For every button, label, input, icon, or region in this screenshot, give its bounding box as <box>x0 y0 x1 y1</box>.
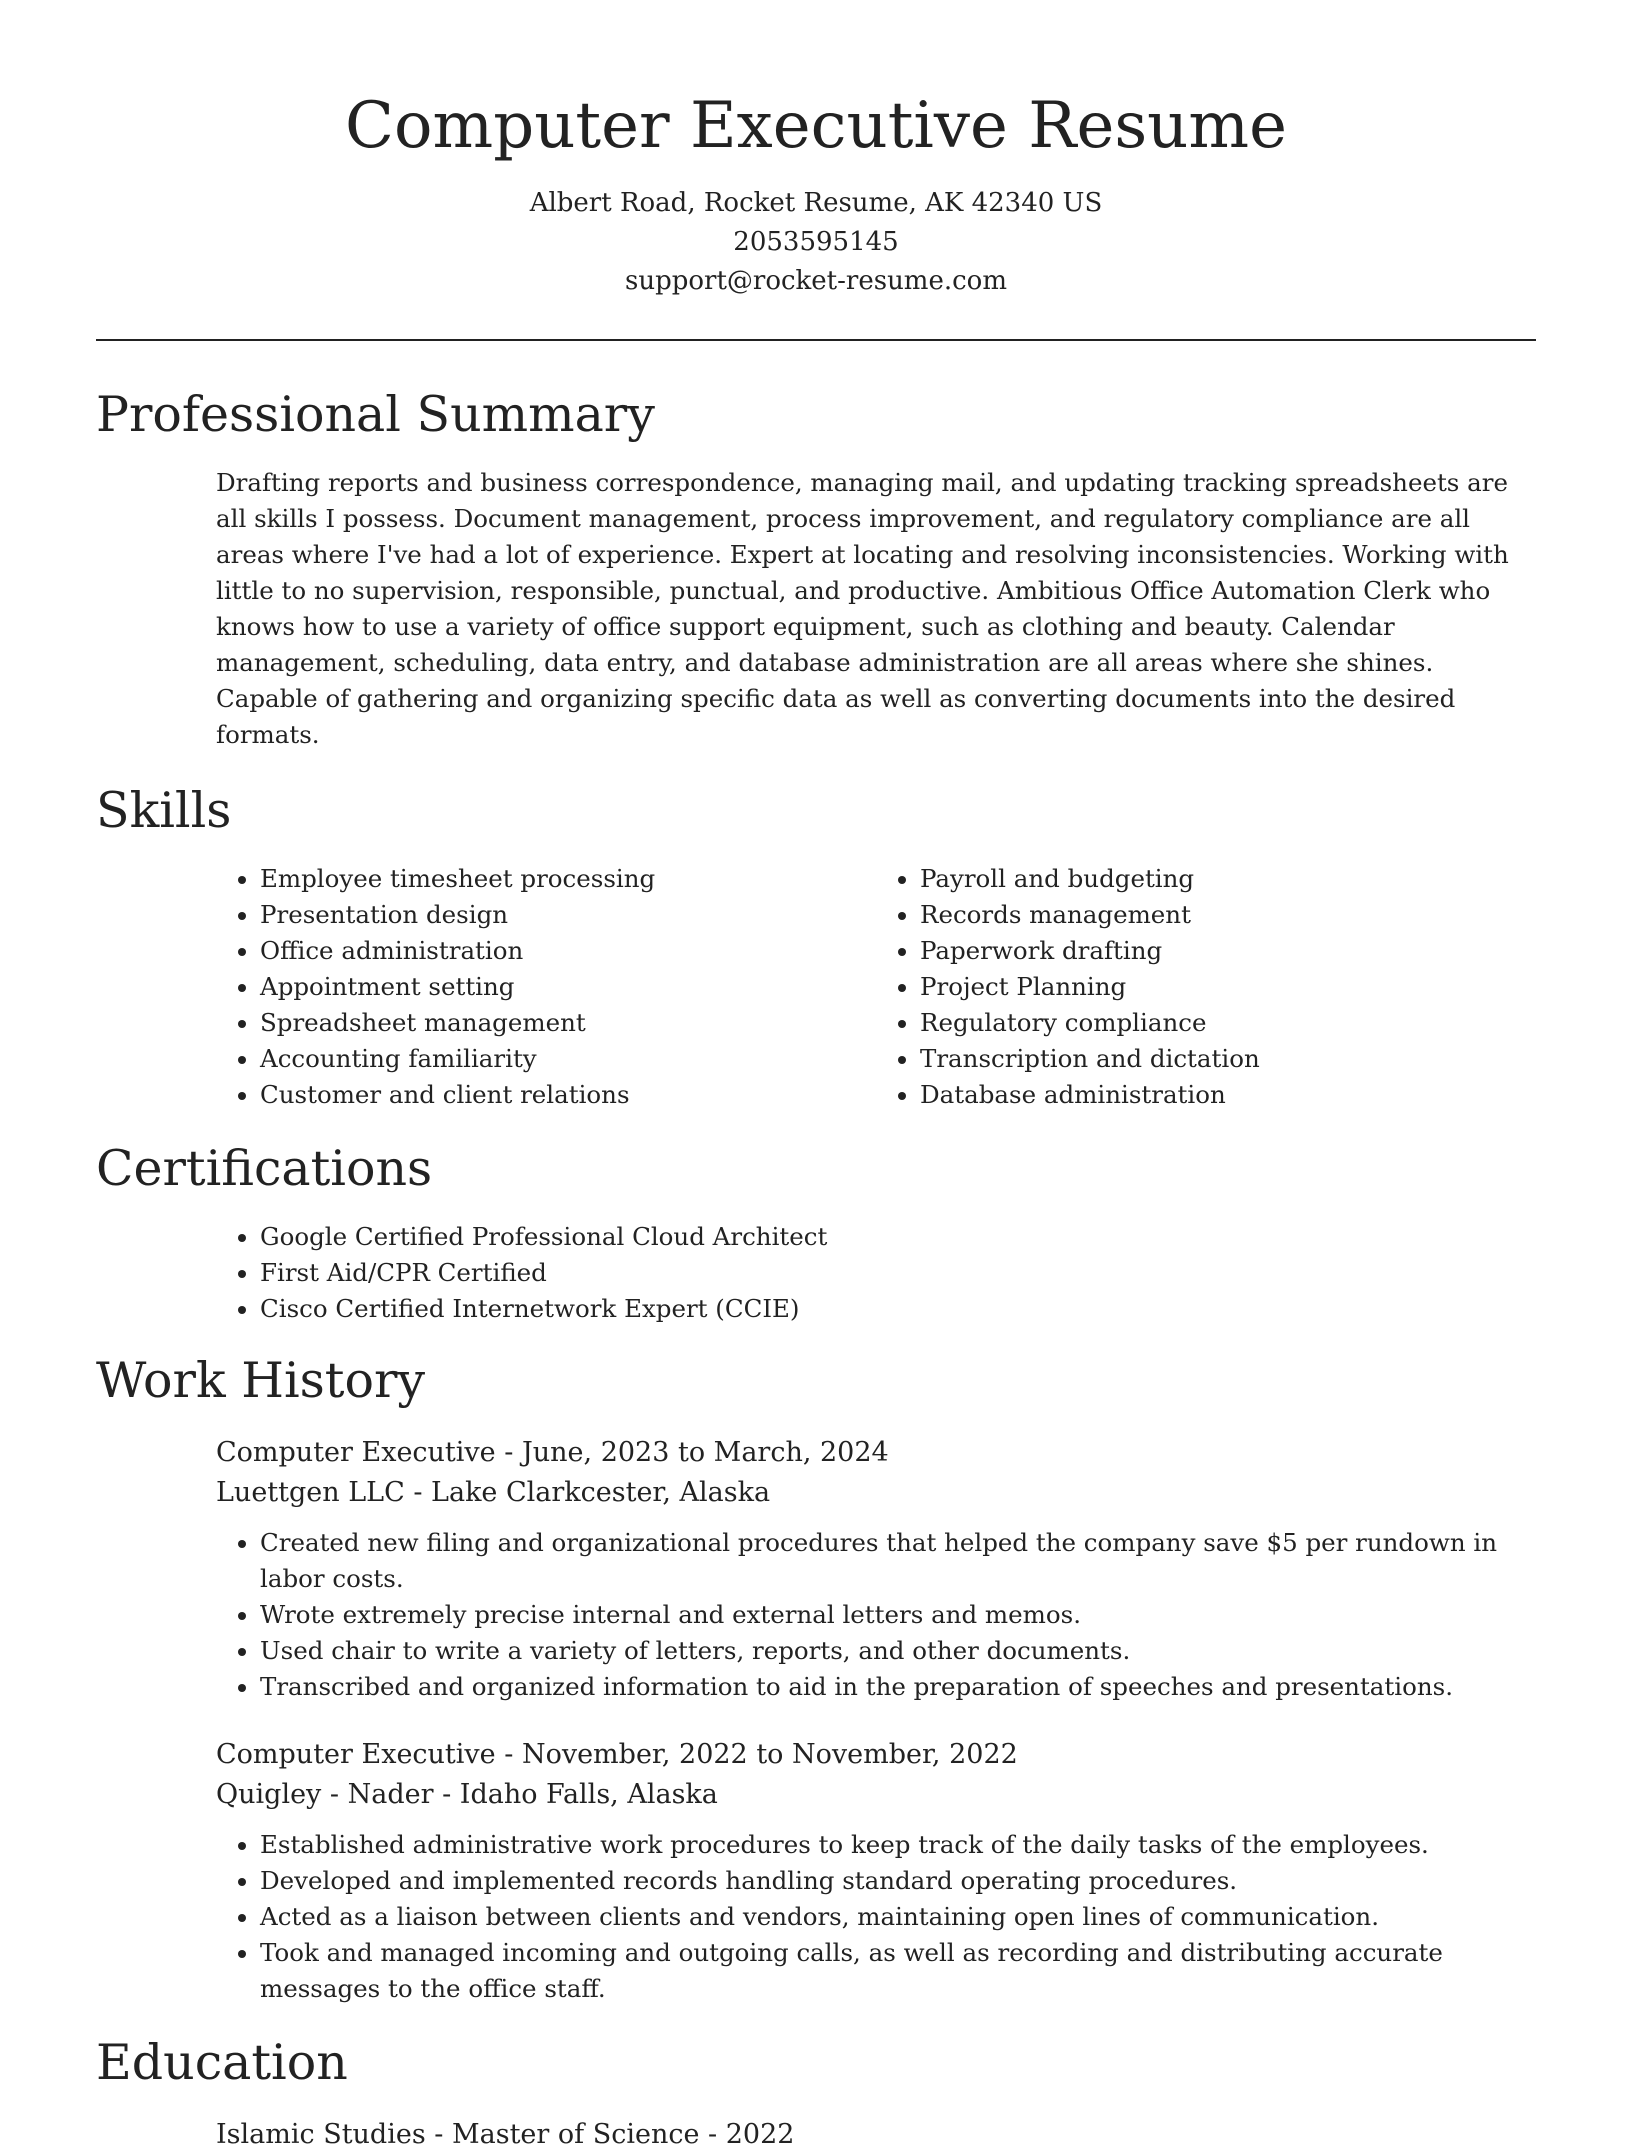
skill-item: • Spreadsheet management <box>260 1005 876 1041</box>
skills-list-right <box>876 861 1536 1113</box>
skill-item: • Project Planning <box>920 969 1536 1005</box>
contact-phone: 2053595145 <box>733 227 899 257</box>
skill-item: • Payroll and budgeting <box>920 861 1536 897</box>
job-company: Quigley - Nader - Idaho Falls, Alaska <box>216 1779 718 1810</box>
skill-item: • Transcription and dictation <box>920 1041 1536 1077</box>
skill-item: • Appointment setting <box>260 969 876 1005</box>
job-bullet: • Used chair to write a variety of letters, reports, and other documents. <box>260 1633 1536 1669</box>
job-company: Luettgen LLC - Lake Clarkcester, Alaska <box>216 1477 771 1508</box>
skill-item: • Office administration <box>260 933 876 969</box>
job-entry <box>216 1433 1536 1705</box>
job-dates: - June, 2023 to March, 2024 <box>495 1437 889 1468</box>
skill-item: • Employee timesheet processing <box>260 861 876 897</box>
skills-heading: Skills <box>96 782 232 839</box>
job-title-line <box>216 1433 1536 1473</box>
certifications-heading: Certifications <box>96 1140 433 1197</box>
skill-item: • Paperwork drafting <box>920 933 1536 969</box>
summary-text: Drafting reports and business correspondence, managing mail, and updating tracking spreadsheets are all skills I possess. Document management, process improvement, and regulatory compliance are all areas where I've had a lot of experience. Expert at locating and resolving inconsistencies. Working with little to no supervision, responsible, punctual, and productive. Ambitious Office Automation Clerk who knows how to use a variety of office support equipment, such as clothing and beauty. Calendar management, scheduling, data entry, and database administration are all areas where she shines. Capable of gathering and organizing specific data as well as converting documents into the desired formats. <box>216 468 1509 749</box>
job-bullet: • Created new filing and organizational procedures that helped the company save $5 per rundown in labor costs. <box>260 1525 1536 1597</box>
job-bullets <box>216 1525 1536 1705</box>
contact-block <box>96 184 1536 301</box>
education-heading: Education <box>96 2034 348 2091</box>
job-bullet: • Acted as a liaison between clients and vendors, maintaining open lines of communication. <box>260 1899 1536 1935</box>
skills-columns <box>216 861 1536 1113</box>
skill-item: • Presentation design <box>260 897 876 933</box>
job-bullet: • Wrote extremely precise internal and external letters and memos. <box>260 1597 1536 1633</box>
certification-item: • Google Certified Professional Cloud Architect <box>260 1219 1536 1255</box>
job-bullet: • Transcribed and organized information to aid in the preparation of speeches and presentations. <box>260 1669 1536 1705</box>
job-bullet: • Developed and implemented records handling standard operating procedures. <box>260 1863 1536 1899</box>
job-bullet: • Established administrative work procedures to keep track of the daily tasks of the employees. <box>260 1827 1536 1863</box>
header-divider <box>96 339 1536 341</box>
work-history-heading: Work History <box>96 1352 426 1409</box>
skill-item: • Accounting familiarity <box>260 1041 876 1077</box>
job-entry <box>216 1735 1536 2007</box>
contact-email: support@rocket-resume.com <box>624 266 1007 296</box>
job-role: Computer Executive <box>216 1437 496 1468</box>
skill-item: • Records management <box>920 897 1536 933</box>
education-entry: Islamic Studies - Master of Science - 2022 <box>216 2119 795 2150</box>
job-bullets <box>216 1827 1536 2007</box>
job-bullet: • Took and managed incoming and outgoing calls, as well as recording and distributing accurate messages to the office staff. <box>260 1935 1536 2007</box>
job-role: Computer Executive <box>216 1739 496 1770</box>
certification-item: • First Aid/CPR Certified <box>260 1255 1536 1291</box>
skill-item: • Regulatory compliance <box>920 1005 1536 1041</box>
job-title-line <box>216 1735 1536 1775</box>
page-title: Computer Executive Resume <box>345 89 1287 163</box>
summary-heading: Professional Summary <box>96 386 655 443</box>
contact-address: Albert Road, Rocket Resume, AK 42340 US <box>529 188 1103 218</box>
resume-page <box>96 0 1536 2155</box>
job-dates: - November, 2022 to November, 2022 <box>495 1739 1018 1770</box>
certification-item: • Cisco Certified Internetwork Expert (CCIE) <box>260 1291 1536 1327</box>
skill-item: • Customer and client relations <box>260 1077 876 1113</box>
certifications-list <box>216 1219 1536 1327</box>
skill-item: • Database administration <box>920 1077 1536 1113</box>
skills-list-left <box>216 861 876 1113</box>
